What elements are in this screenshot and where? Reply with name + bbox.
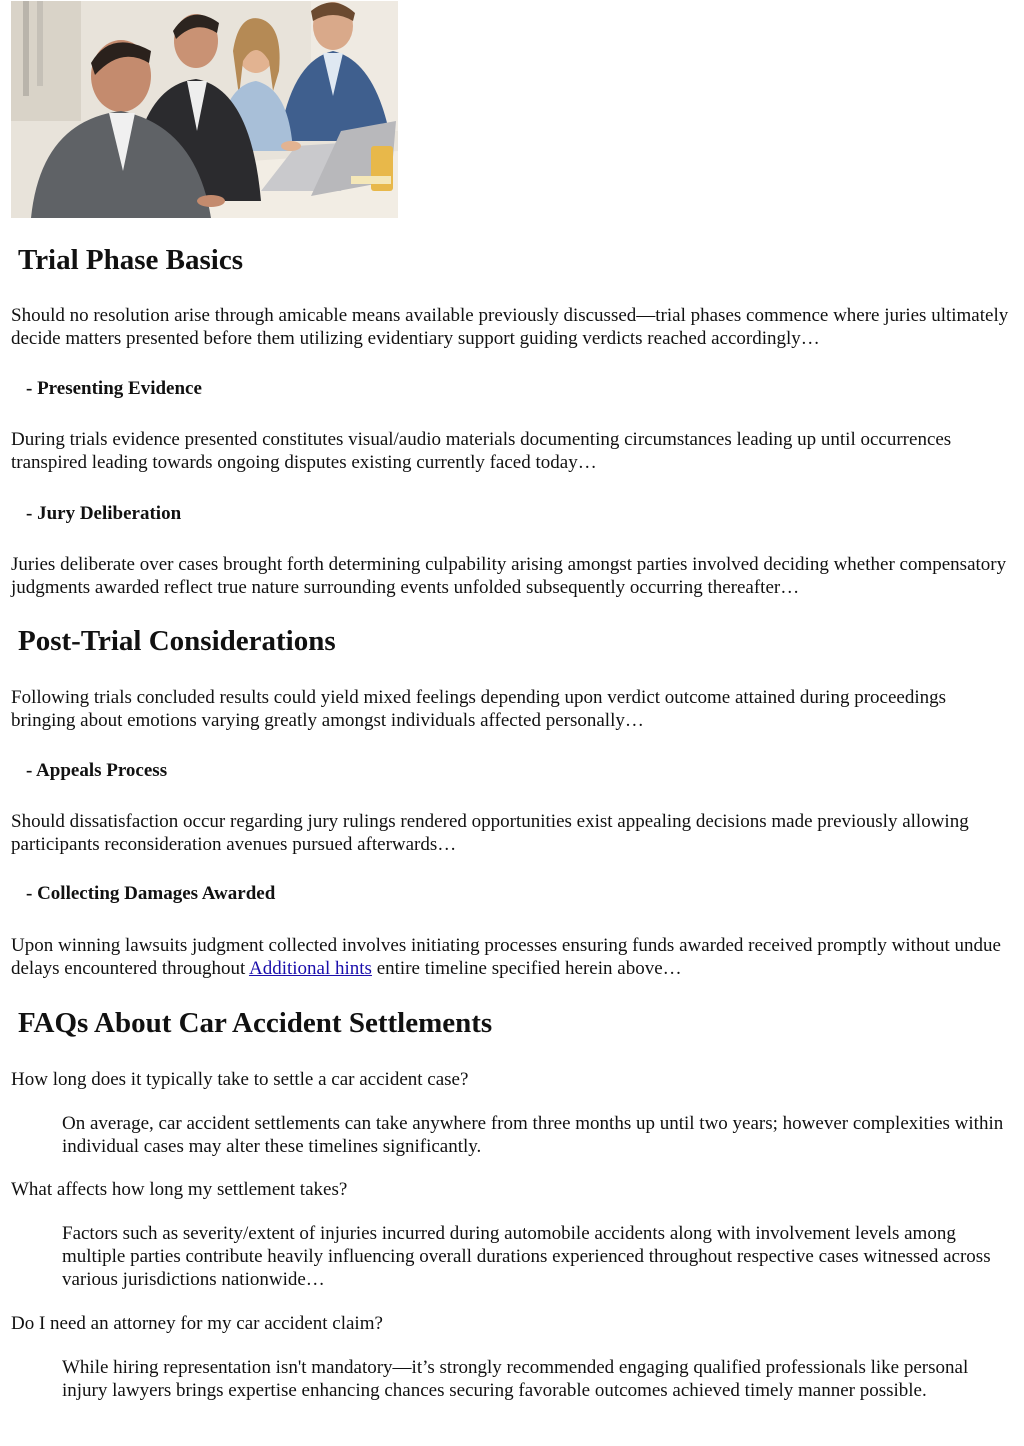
faq-question: What affects how long my settlement takes? <box>11 1179 348 1200</box>
appeals-process-text: Should dissatisfaction occur regarding jury rulings rendered opportunities exist appealing decisions made previously allowing participants reconsideration avenues pursued afterwards… <box>11 811 969 855</box>
section-heading-trial-phase: Trial Phase Basics <box>18 244 244 276</box>
jury-deliberation-text: Juries deliberate over cases brought forth determining culpability arising amongst parties involved deciding whether compensatory judgments awarded reflect true nature surrounding events unfolded subsequently occurring thereafter… <box>11 554 1007 598</box>
meeting-photo-illustration <box>11 1 398 218</box>
subheading-collecting-damages: - Collecting Damages Awarded <box>26 883 276 904</box>
faq-answer: On average, car accident settlements can take anywhere from three months up until two years; however complexities within individual cases may alter these timelines significantly. <box>62 1113 1004 1157</box>
subheading-appeals-process: - Appeals Process <box>26 760 168 781</box>
faq-question: Do I need an attorney for my car accident claim? <box>11 1313 383 1334</box>
section-heading-faqs: FAQs About Car Accident Settlements <box>18 1007 493 1039</box>
subheading-presenting-evidence: - Presenting Evidence <box>26 378 202 399</box>
collecting-damages-text-start: Upon winning lawsuits judgment collected involves initiating processes ensuring funds awarded received promptly without undue delays encountered throughout <box>11 935 1001 979</box>
meeting-photo <box>11 1 398 218</box>
subheading-jury-deliberation: - Jury Deliberation <box>26 503 182 524</box>
faq-answer: Factors such as severity/extent of injuries incurred during automobile accidents along with involvement levels among multiple parties contribute heavily influencing overall durations experienced throughout respective cases witnessed across various jurisdictions nationwide… <box>62 1223 991 1290</box>
trial-phase-intro: Should no resolution arise through amicable means available previously discussed—trial phases commence where juries ultimately decide matters presented before them utilizing evidentiary support guiding verdicts reached accordingly… <box>11 305 1009 349</box>
faq-question: How long does it typically take to settle a car accident case? <box>11 1069 469 1090</box>
additional-hints-link[interactable]: Additional hints <box>248 958 372 979</box>
collecting-damages-text-end: entire timeline specified herein above… <box>371 958 682 979</box>
collecting-damages-text <box>11 934 1011 980</box>
post-trial-intro: Following trials concluded results could yield mixed feelings depending upon verdict outcome attained during proceedings bringing about emotions varying greatly amongst individuals affected personally… <box>11 687 946 731</box>
section-heading-post-trial: Post-Trial Considerations <box>18 625 336 657</box>
presenting-evidence-text: During trials evidence presented constitutes visual/audio materials documenting circumstances leading up until occurrences transpired leading towards ongoing disputes existing currently faced today… <box>11 429 952 473</box>
faq-answer: While hiring representation isn't mandatory—it’s strongly recommended engaging qualified professionals like personal injury lawyers brings expertise enhancing chances securing favorable outcomes achieved timely manner possible. <box>62 1357 969 1401</box>
